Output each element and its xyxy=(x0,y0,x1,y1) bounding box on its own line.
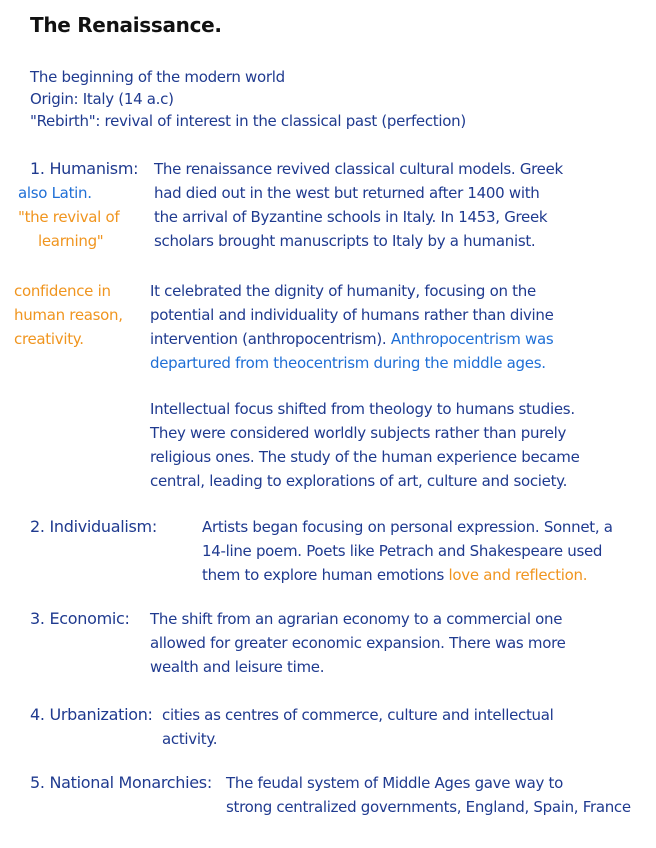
monarchies-text: The feudal system of Middle Ages gave way to xyxy=(226,774,564,792)
humanism-text: religious ones. The study of the human experience became xyxy=(150,448,580,466)
economic-heading: 3. Economic: xyxy=(30,609,130,628)
urbanization-heading: 4. Urbanization: xyxy=(30,705,153,724)
humanism-text: potential and individuality of humans rather than divine xyxy=(150,306,554,324)
intro-line: The beginning of the modern world xyxy=(30,68,285,86)
humanism-text: intervention (anthropocentrism). xyxy=(150,330,387,348)
humanism-side-note: human reason, xyxy=(14,306,123,324)
intro-line: Origin: Italy (14 a.c) xyxy=(30,90,174,108)
humanism-heading: 1. Humanism: xyxy=(30,159,139,178)
individualism-text: 14-line poem. Poets like Petrach and Shakespeare used xyxy=(202,542,603,560)
humanism-side-note: "the revival of xyxy=(18,208,120,226)
humanism-text: scholars brought manuscripts to Italy by a humanist. xyxy=(154,232,536,250)
economic-text: wealth and leisure time. xyxy=(150,658,325,676)
monarchies-heading: 5. National Monarchies: xyxy=(30,773,212,792)
individualism-text: them to explore human emotions xyxy=(202,566,445,584)
humanism-text-line xyxy=(150,328,553,350)
humanism-text: The renaissance revived classical cultural models. Greek xyxy=(154,160,563,178)
individualism-text-line xyxy=(202,564,587,586)
individualism-highlight: love and reflection. xyxy=(448,566,588,584)
urbanization-text: activity. xyxy=(162,730,218,748)
humanism-text-highlight: Anthropocentrism was xyxy=(390,330,554,348)
humanism-text: It celebrated the dignity of humanity, focusing on the xyxy=(150,282,536,300)
humanism-text: They were considered worldly subjects rather than purely xyxy=(150,424,567,442)
humanism-side-note: learning" xyxy=(38,232,104,250)
individualism-text: Artists began focusing on personal expression. Sonnet, a xyxy=(202,518,613,536)
individualism-heading: 2. Individualism: xyxy=(30,517,157,536)
economic-text: allowed for greater economic expansion. There was more xyxy=(150,634,566,652)
monarchies-text: strong centralized governments, England, Spain, France xyxy=(226,798,631,816)
urbanization-text: cities as centres of commerce, culture and intellectual xyxy=(162,706,554,724)
humanism-text: the arrival of Byzantine schools in Italy. In 1453, Greek xyxy=(154,208,548,226)
humanism-side-note: also Latin. xyxy=(18,184,92,202)
humanism-text: had died out in the west but returned after 1400 with xyxy=(154,184,540,202)
humanism-text: Intellectual focus shifted from theology to humans studies. xyxy=(150,400,575,418)
humanism-side-note: confidence in xyxy=(14,282,111,300)
humanism-side-note: creativity. xyxy=(14,330,84,348)
humanism-text: central, leading to explorations of art, culture and society. xyxy=(150,472,568,490)
intro-line: "Rebirth": revival of interest in the classical past (perfection) xyxy=(30,112,466,130)
economic-text: The shift from an agrarian economy to a commercial one xyxy=(150,610,563,628)
humanism-text-highlight: departured from theocentrism during the middle ages. xyxy=(150,354,546,372)
page-title: The Renaissance. xyxy=(30,13,222,37)
